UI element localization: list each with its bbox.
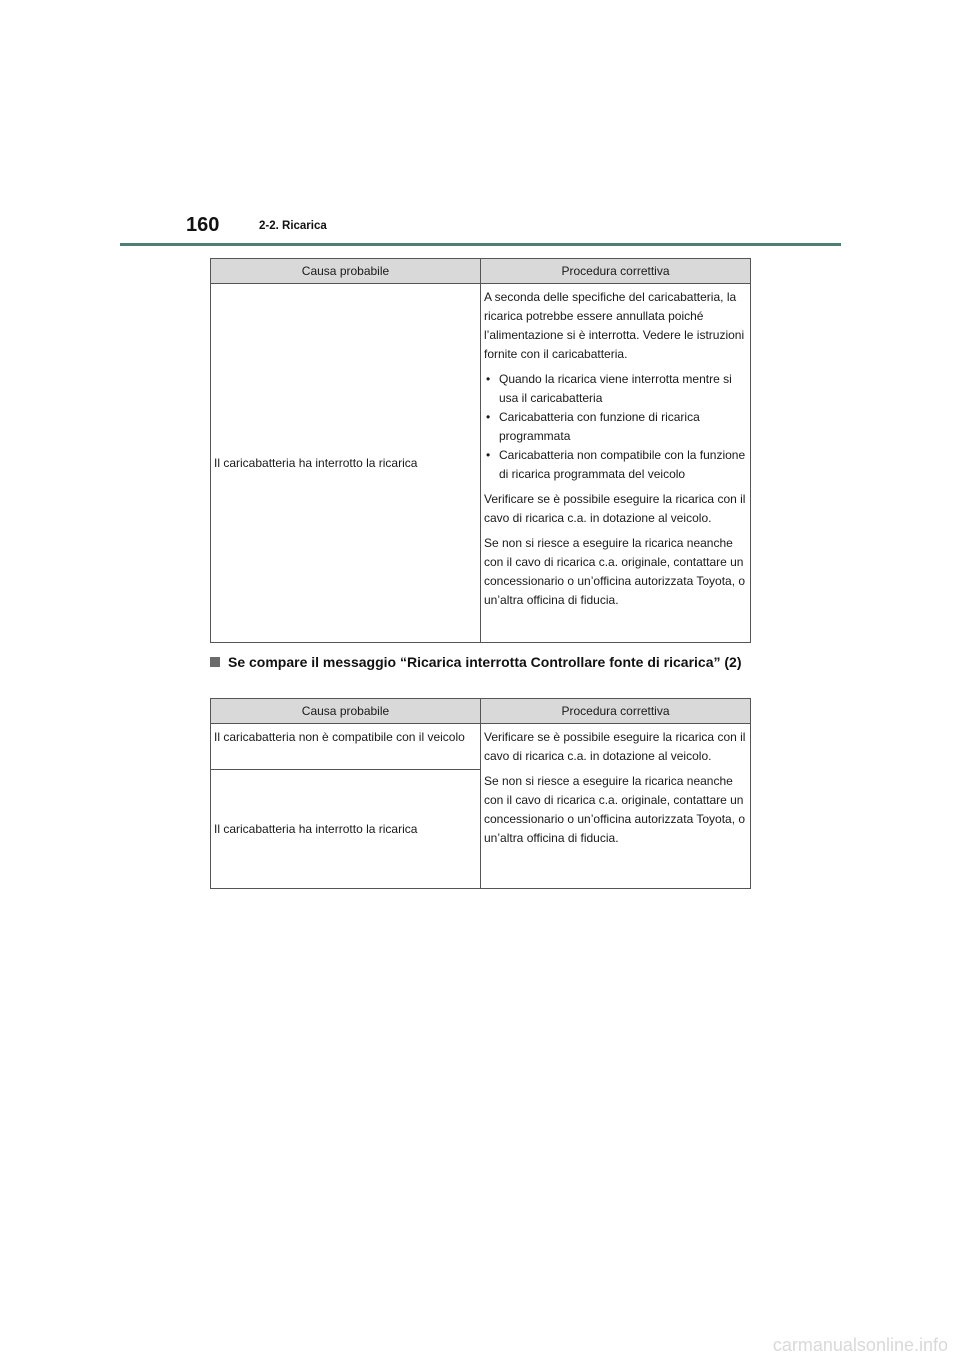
column-header-cause: Causa probabile bbox=[211, 259, 481, 284]
column-header-procedure: Procedura correttiva bbox=[481, 699, 751, 724]
procedure-bullet-list bbox=[484, 370, 746, 484]
section-heading bbox=[210, 652, 755, 672]
list-item: • Caricabatteria con funzione di ricarica programmata bbox=[484, 408, 746, 446]
header-rule bbox=[120, 243, 841, 246]
troubleshooting-table-2 bbox=[210, 698, 751, 889]
watermark: carmanualsonline.info bbox=[772, 1335, 948, 1355]
table-row bbox=[211, 284, 751, 643]
page-number: 160 bbox=[186, 214, 220, 236]
procedure-cell bbox=[481, 284, 751, 643]
cause-cell: Il caricabatteria ha interrotto la ricarica bbox=[211, 284, 481, 643]
table-header-row bbox=[211, 699, 751, 724]
procedure-paragraph: Se non si riesce a eseguire la ricarica neanche con il cavo di ricarica c.a. originale, contattare un concessionario o un’officina autorizzata Toyota, o un’altra officina di fiducia. bbox=[484, 536, 746, 607]
section-heading-text: Se compare il messaggio “Ricarica interrotta Controllare fonte di ricarica” (2) bbox=[228, 654, 742, 670]
square-bullet-icon bbox=[210, 657, 220, 667]
procedure-paragraph: Verificare se è possibile eseguire la ricarica con il cavo di ricarica c.a. in dotazione al veicolo. bbox=[484, 492, 746, 525]
section-title: 2-2. Ricarica bbox=[259, 220, 327, 232]
troubleshooting-table-1 bbox=[210, 258, 751, 643]
procedure-intro: A seconda delle specifiche del caricabatteria, la ricarica potrebbe essere annullata poiché l’alimentazione si è interrotta. Vedere le istruzioni fornite con il caricabatteria. bbox=[484, 290, 745, 361]
list-item: • Quando la ricarica viene interrotta mentre si usa il caricabatteria bbox=[484, 370, 746, 408]
table-header-row bbox=[211, 259, 751, 284]
table-row bbox=[211, 724, 751, 770]
procedure-paragraph: Verificare se è possibile eseguire la ricarica con il cavo di ricarica c.a. in dotazione al veicolo. bbox=[484, 730, 746, 763]
cause-cell: Il caricabatteria ha interrotto la ricarica bbox=[211, 770, 481, 889]
column-header-cause: Causa probabile bbox=[211, 699, 481, 724]
cause-cell: Il caricabatteria non è compatibile con il veicolo bbox=[211, 724, 481, 770]
column-header-procedure: Procedura correttiva bbox=[481, 259, 751, 284]
procedure-cell bbox=[481, 724, 751, 889]
list-item: • Caricabatteria non compatibile con la funzione di ricarica programmata del veicolo bbox=[484, 446, 746, 484]
procedure-paragraph: Se non si riesce a eseguire la ricarica neanche con il cavo di ricarica c.a. originale, contattare un concessionario o un’officina autorizzata Toyota, o un’altra officina di fiducia. bbox=[484, 774, 746, 845]
